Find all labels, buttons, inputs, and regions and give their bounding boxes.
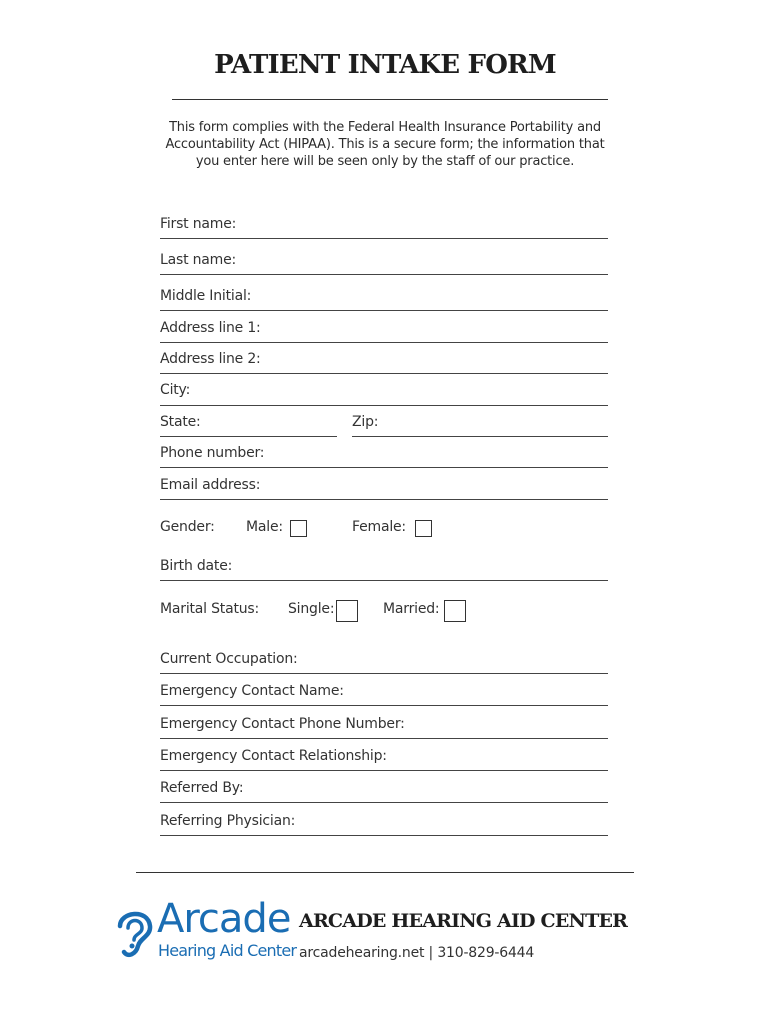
hipaa-notice: This form complies with the Federal Health Insurance Portability and Accountability Act (HIPAA). This is a secure form; the information that you enter here will be seen only by the staff of our practice. xyxy=(165,120,605,169)
male-label: Male: xyxy=(246,519,283,535)
emergency-contact-phone-label: Emergency Contact Phone Number: xyxy=(160,716,405,732)
title-divider xyxy=(172,99,608,100)
referred-by-field[interactable] xyxy=(160,802,608,803)
address-line-2-field[interactable] xyxy=(160,373,608,374)
last-name-label: Last name: xyxy=(160,252,237,268)
birth-date-field[interactable] xyxy=(160,580,608,581)
email-address-field[interactable] xyxy=(160,499,608,500)
company-name: ARCADE HEARING AID CENTER xyxy=(299,910,628,932)
zip-label: Zip: xyxy=(352,414,379,430)
city-label: City: xyxy=(160,382,191,398)
referring-physician-field[interactable] xyxy=(160,835,608,836)
marital-status-label: Marital Status: xyxy=(160,601,260,617)
referring-physician-label: Referring Physician: xyxy=(160,813,296,829)
emergency-contact-relationship-label: Emergency Contact Relationship: xyxy=(160,748,387,764)
emergency-contact-name-label: Emergency Contact Name: xyxy=(160,683,344,699)
occupation-label: Current Occupation: xyxy=(160,651,298,667)
gender-label: Gender: xyxy=(160,519,215,535)
address-line-2-label: Address line 2: xyxy=(160,351,261,367)
state-label: State: xyxy=(160,414,201,430)
married-label: Married: xyxy=(383,601,440,617)
logo-subtitle: Hearing Aid Center xyxy=(158,941,297,960)
zip-field[interactable] xyxy=(352,436,608,437)
phone-number-field[interactable] xyxy=(160,467,608,468)
female-checkbox[interactable] xyxy=(415,520,432,537)
phone-number-label: Phone number: xyxy=(160,445,265,461)
birth-date-label: Birth date: xyxy=(160,558,233,574)
single-label: Single: xyxy=(288,601,335,617)
male-checkbox[interactable] xyxy=(290,520,307,537)
state-field[interactable] xyxy=(160,436,337,437)
address-line-1-field[interactable] xyxy=(160,342,608,343)
city-field[interactable] xyxy=(160,405,608,406)
ear-icon xyxy=(112,904,156,962)
single-checkbox[interactable] xyxy=(336,600,358,622)
married-checkbox[interactable] xyxy=(444,600,466,622)
address-line-1-label: Address line 1: xyxy=(160,320,261,336)
middle-initial-label: Middle Initial: xyxy=(160,288,252,304)
referred-by-label: Referred By: xyxy=(160,780,244,796)
company-contact: arcadehearing.net | 310-829-6444 xyxy=(299,945,535,961)
emergency-contact-phone-field[interactable] xyxy=(160,738,608,739)
email-address-label: Email address: xyxy=(160,477,261,493)
middle-initial-field[interactable] xyxy=(160,310,608,311)
emergency-contact-relationship-field[interactable] xyxy=(160,770,608,771)
first-name-field[interactable] xyxy=(160,238,608,239)
logo-wordmark: Arcade xyxy=(157,896,291,942)
female-label: Female: xyxy=(352,519,406,535)
emergency-contact-name-field[interactable] xyxy=(160,705,608,706)
occupation-field[interactable] xyxy=(160,673,608,674)
first-name-label: First name: xyxy=(160,216,237,232)
footer-divider xyxy=(136,872,634,873)
last-name-field[interactable] xyxy=(160,274,608,275)
form-title: PATIENT INTAKE FORM xyxy=(214,50,556,80)
